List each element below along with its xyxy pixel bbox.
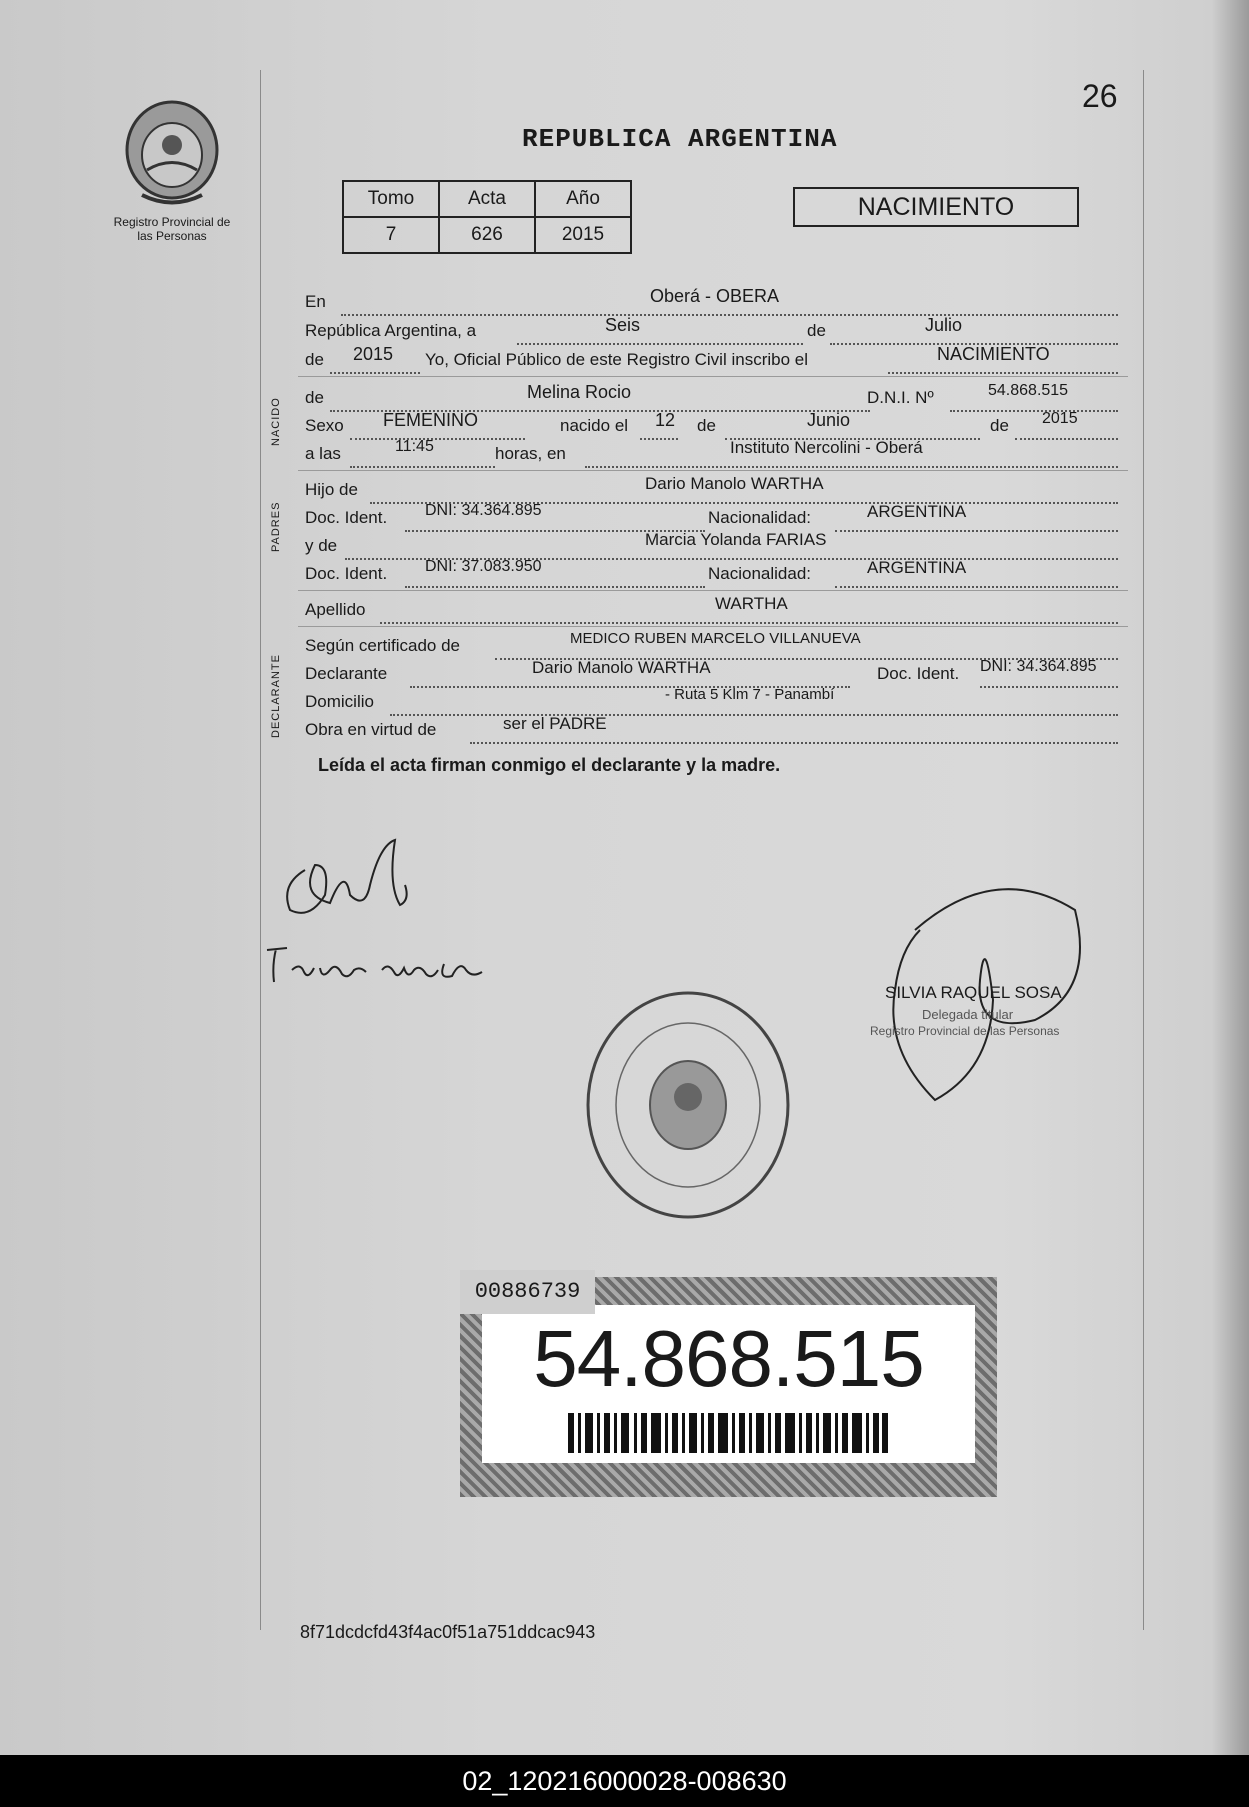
value-declarante: Dario Manolo WARTHA — [532, 658, 711, 677]
value-madre-nac: ARGENTINA — [867, 558, 967, 577]
label-obra: Obra en virtud de — [305, 720, 437, 739]
value-lugar: Instituto Nercolini - Oberá — [730, 438, 923, 457]
label-sexo: Sexo — [305, 416, 344, 435]
row-hora — [305, 438, 1125, 470]
reference-table — [342, 180, 632, 254]
section-divider — [298, 470, 1128, 471]
dotted-line — [830, 323, 1118, 345]
registry-caption: Registro Provincial de las Personas — [113, 215, 231, 243]
value-nombre: Melina Rocio — [527, 382, 632, 402]
acta-value: 626 — [439, 217, 535, 253]
side-label-declarante: DECLARANTE — [270, 654, 282, 738]
label-decl-doc: Doc. Ident. — [877, 664, 960, 683]
value-domicilio: - Ruta 5 Klm 7 - Panambí — [665, 686, 835, 703]
value-sexo: FEMENINO — [383, 410, 479, 430]
label-hijo: Hijo de — [305, 480, 358, 499]
official-seal-icon — [578, 985, 798, 1225]
dotted-line — [517, 323, 803, 345]
section-divider — [298, 626, 1128, 627]
label-republica: República Argentina, a — [305, 321, 477, 340]
value-madre: Marcia Yolanda FARIAS — [645, 530, 827, 549]
label-de: de — [305, 350, 324, 369]
row-domicilio — [305, 686, 1125, 718]
label-nacionalidad: Nacionalidad: — [708, 564, 812, 583]
section-divider — [298, 590, 1128, 591]
label-de: de — [807, 321, 826, 340]
section-divider — [298, 376, 1128, 377]
value-dia: Seis — [605, 315, 641, 335]
label-apellido: Apellido — [305, 600, 366, 619]
value-en: Oberá - OBERA — [650, 286, 780, 306]
value-nac-anio: 2015 — [1042, 410, 1078, 427]
value-padre-doc: DNI: 34.364.895 — [425, 502, 542, 519]
label-nacido: nacido el — [560, 416, 629, 435]
barcode-icon — [568, 1413, 888, 1453]
document-type-box: NACIMIENTO — [793, 187, 1079, 227]
row-apellido — [305, 594, 1125, 626]
label-alas: a las — [305, 444, 341, 463]
value-padre: Dario Manolo WARTHA — [645, 474, 824, 493]
document-hash: 8f71dcdcfd43f4ac0f51a751ddcac943 — [300, 1622, 596, 1642]
value-anio: 2015 — [353, 344, 394, 364]
row-anio — [305, 344, 1125, 376]
value-apellido: WARTHA — [715, 594, 788, 613]
value-dni: 54.868.515 — [988, 382, 1069, 399]
page-number: 26 — [1082, 78, 1118, 114]
shield-emblem-icon — [112, 100, 232, 210]
left-margin-line — [260, 70, 261, 1630]
sticker-label — [482, 1305, 975, 1463]
anio-value: 2015 — [535, 217, 631, 253]
label-horas: horas, en — [495, 444, 566, 463]
tomo-header: Tomo — [343, 181, 439, 217]
side-label-nacido: NACIDO — [270, 397, 282, 446]
acta-header: Acta — [439, 181, 535, 217]
label-de: de — [697, 416, 716, 435]
value-obra: ser el PADRE — [503, 714, 607, 733]
value-madre-doc: DNI: 37.083.950 — [425, 558, 542, 575]
label-de: de — [990, 416, 1009, 435]
sticker-number: 54.868.515 — [533, 1314, 924, 1403]
registry-logo — [112, 100, 232, 243]
value-nac-dia: 12 — [655, 410, 676, 430]
label-declarante: Declarante — [305, 664, 388, 683]
official-title: Delegada titular — [922, 1007, 1014, 1022]
document-title: REPUBLICA ARGENTINA — [522, 124, 838, 154]
sticker-serial: 00886739 — [460, 1270, 595, 1314]
side-label-padres: PADRES — [270, 501, 282, 552]
label-dni: D.N.I. Nº — [867, 388, 934, 407]
value-certificado: MEDICO RUBEN MARCELO VILLANUEVA — [570, 630, 861, 647]
value-padre-nac: ARGENTINA — [867, 502, 967, 521]
row-obra — [305, 714, 1125, 746]
label-domicilio: Domicilio — [305, 692, 374, 711]
official-registry: Registro Provincial de las Personas — [870, 1024, 1060, 1038]
footer-id: 02_120216000028-008630 — [0, 1755, 1249, 1807]
mother-signature-icon — [262, 940, 502, 990]
row-madre-doc — [305, 558, 1125, 590]
label-doc: Doc. Ident. — [305, 564, 388, 583]
label-doc: Doc. Ident. — [305, 508, 388, 527]
right-margin-line — [1143, 70, 1144, 1630]
label-yde: y de — [305, 536, 338, 555]
value-decl-doc: DNI: 34.364.895 — [980, 658, 1097, 675]
tomo-value: 7 — [343, 217, 439, 253]
label-oficial: Yo, Oficial Público de este Registro Civil inscribo el — [425, 350, 808, 369]
label-nacionalidad: Nacionalidad: — [708, 508, 812, 527]
declarant-signature-icon — [270, 825, 420, 925]
dotted-line — [725, 418, 980, 440]
label-en: En — [305, 292, 326, 311]
value-mes: Julio — [925, 315, 963, 335]
row-en — [305, 286, 1125, 318]
official-name: SILVIA RAQUEL SOSA — [885, 983, 1062, 1002]
value-nac-mes: Junio — [807, 410, 851, 430]
value-hora: 11:45 — [395, 438, 434, 455]
anio-header: Año — [535, 181, 631, 217]
label-de: de — [305, 388, 324, 407]
closing-statement: Leída el acta firman conmigo el declarante y la madre. — [318, 755, 781, 775]
value-inscribo: NACIMIENTO — [937, 344, 1050, 364]
label-certificado: Según certificado de — [305, 636, 460, 655]
